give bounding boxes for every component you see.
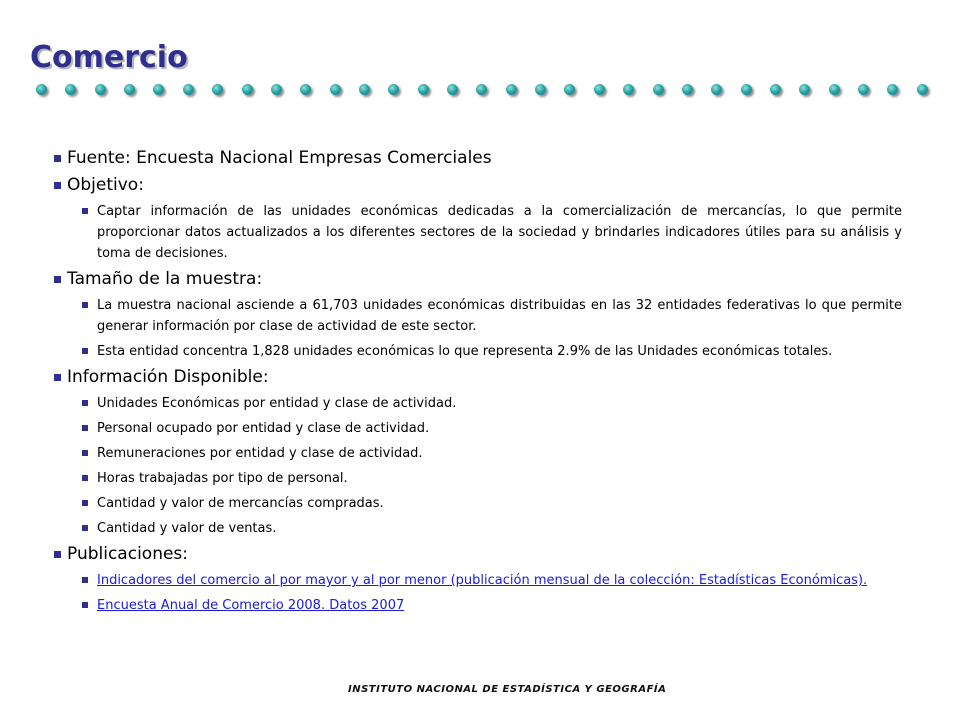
square-bullet-icon (82, 577, 88, 583)
divider-dot (653, 84, 664, 95)
square-bullet-icon (82, 348, 88, 354)
informacion-item: Unidades Económicas por entidad y clase de actividad. (97, 396, 457, 411)
square-bullet-icon (82, 525, 88, 531)
divider-dot (359, 84, 370, 95)
square-bullet-icon (82, 450, 88, 456)
fuente-text: Fuente: Encuesta Nacional Empresas Comerciales (67, 148, 492, 168)
divider-dot (476, 84, 487, 95)
muestra-heading: Tamaño de la muestra: (67, 269, 263, 289)
section-muestra (52, 268, 902, 290)
divider-dot (506, 84, 517, 95)
divider-dot (623, 84, 634, 95)
square-bullet-icon (54, 551, 61, 558)
square-bullet-icon (54, 276, 61, 283)
slide-content (52, 147, 902, 620)
divider-dot (564, 84, 575, 95)
divider-dot (95, 84, 106, 95)
informacion-item: Horas trabajadas por tipo de personal. (97, 471, 348, 486)
divider-dot (183, 84, 194, 95)
muestra-item: La muestra nacional asciende a 61,703 unidades económicas distribuidas en las 32 entidades federativas lo que permite generar información por clase de actividad de este sector. (97, 298, 902, 334)
square-bullet-icon (82, 602, 88, 608)
divider-dot (65, 84, 76, 95)
list-item (82, 468, 902, 489)
divider-dot (212, 84, 223, 95)
divider-dot (153, 84, 164, 95)
objetivo-item: Captar información de las unidades económicas dedicadas a la comercialización de mercancías, lo que permite proporcionar datos actualizados a los diferentes sectores de la sociedad y brindarles indicadores útiles para su análisis y toma de decisiones. (97, 204, 902, 261)
objetivo-heading: Objetivo: (67, 175, 144, 195)
list-item (82, 201, 902, 264)
divider-dot (741, 84, 752, 95)
divider-dot (799, 84, 810, 95)
informacion-item: Cantidad y valor de mercancías compradas. (97, 496, 384, 511)
square-bullet-icon (82, 400, 88, 406)
divider-dot (36, 84, 47, 95)
divider-dot (330, 84, 341, 95)
list-item (82, 393, 902, 414)
muestra-item: Esta entidad concentra 1,828 unidades económicas lo que representa 2.9% de las Unidades económicas totales. (97, 344, 833, 359)
divider-dot (917, 84, 928, 95)
list-item (82, 570, 902, 591)
list-item (82, 518, 902, 539)
divider-dot (829, 84, 840, 95)
square-bullet-icon (82, 208, 88, 214)
divider-dot (388, 84, 399, 95)
list-item (82, 341, 902, 362)
square-bullet-icon (54, 155, 61, 162)
divider-dot (242, 84, 253, 95)
footer-institution: INSTITUTO NACIONAL DE ESTADÍSTICA Y GEOGRAFÍA (348, 684, 667, 695)
divider-dot (887, 84, 898, 95)
list-item (82, 595, 902, 616)
divider-dot (300, 84, 311, 95)
divider-dot (711, 84, 722, 95)
divider-dot (594, 84, 605, 95)
section-objetivo (52, 174, 902, 196)
publicaciones-heading: Publicaciones: (67, 544, 189, 564)
informacion-heading: Información Disponible: (67, 367, 269, 387)
title-dot-divider (36, 80, 928, 98)
publicacion-link-encuesta-anual[interactable]: Encuesta Anual de Comercio 2008. Datos 2007 (97, 598, 405, 613)
square-bullet-icon (54, 374, 61, 381)
divider-dot (271, 84, 282, 95)
informacion-item: Personal ocupado por entidad y clase de actividad. (97, 421, 430, 436)
section-fuente (52, 147, 902, 169)
divider-dot (858, 84, 869, 95)
divider-dot (535, 84, 546, 95)
divider-dot (418, 84, 429, 95)
list-item (82, 493, 902, 514)
list-item (82, 295, 902, 337)
list-item (82, 418, 902, 439)
informacion-item: Cantidad y valor de ventas. (97, 521, 277, 536)
divider-dot (447, 84, 458, 95)
section-publicaciones (52, 543, 902, 565)
divider-dot (124, 84, 135, 95)
divider-dot (682, 84, 693, 95)
square-bullet-icon (82, 302, 88, 308)
publicacion-link-indicadores[interactable]: Indicadores del comercio al por mayor y al por menor (publicación mensual de la colección: Estadísticas Económicas). (97, 573, 868, 588)
square-bullet-icon (54, 182, 61, 189)
divider-dot (770, 84, 781, 95)
informacion-item: Remuneraciones por entidad y clase de actividad. (97, 446, 423, 461)
list-item (82, 443, 902, 464)
square-bullet-icon (82, 500, 88, 506)
square-bullet-icon (82, 475, 88, 481)
section-informacion (52, 366, 902, 388)
page-title: Comercio (30, 40, 188, 75)
square-bullet-icon (82, 425, 88, 431)
